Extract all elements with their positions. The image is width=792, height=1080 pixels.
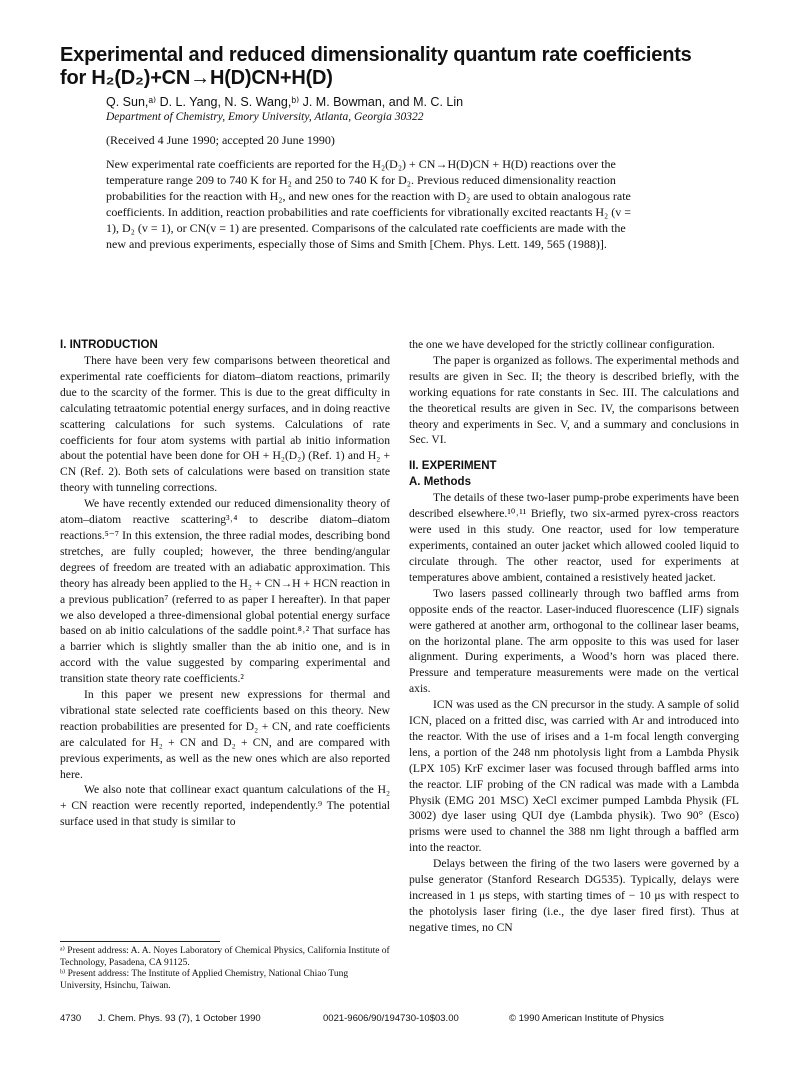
body-paragraph: We have recently extended our reduced dimensionality theory of atom–diatom reactive scattering³˒⁴ to describe diatom–diatom reactions.⁵⁻⁷ In this extension, the three radial modes, describing bond stretches, are fully coupled; however, the three bending/angular degrees of freedom are treated with an adiabatic approximation. This theory has already been applied to the H₂ + CN→H + HCN reaction in a previous publication⁷ (referred to as paper I hereafter). In that paper we also developed a three-dimensional global potential energy surface based on ab initio calculations of the saddle point.⁸˒² That surface has a barrier which is slightly smaller than the ab initio one, and is in accord with the value suggested by comparing experimental and transition state theory rate coefficients.² [60, 497, 390, 686]
copyright-notice: © 1990 American Institute of Physics [509, 1013, 664, 1024]
received-dates: (Received 4 June 1990; accepted 20 June 1990) [106, 133, 335, 147]
page-footer [60, 1013, 740, 1027]
abstract: New experimental rate coefficients are reported for the H₂(D₂) + CN→H(D)CN + H(D) reactions over the temperature range 209 to 740 K for H₂ and 250 to 740 K for D₂. Previous reduced dimensionality reaction probabilities for the reaction with H₂, and new ones for the reaction with D₂ are used to obtain analogous rate coefficients. In addition, reaction probabilities and rate coefficients for vibrationally excited reactants H₂ (v = 1), D₂ (v = 1), or CN(v = 1) are presented. Comparisons of the calculated rate coefficients are made with the new and previous experiments, especially those of Sims and Smith [Chem. Phys. Lett. 149, 565 (1988)]. [106, 157, 631, 252]
section-heading-introduction: I. INTRODUCTION [60, 339, 158, 351]
article-code: 0021-9606/90/194730-10$03.00 [323, 1013, 459, 1024]
article-title [60, 44, 740, 90]
footnote-divider [60, 941, 220, 942]
body-paragraph: In this paper we present new expressions for thermal and vibrational state selected rate coefficients based on this theory. New reaction probabilities are presented for D₂ + CN, and rate coefficients are calculated for H₂ + CN and D₂ + CN, and are compared with previous experiments, as well as the new ones which are also reported here. [60, 688, 390, 781]
body-paragraph: the one we have developed for the strictly collinear configuration. [409, 338, 715, 351]
footnotes [60, 946, 390, 992]
article-title-line-2: for H₂(D₂)+CN→H(D)CN+H(D) [60, 67, 333, 89]
author-list: Q. Sun,ᵃ⁾ D. L. Yang, N. S. Wang,ᵇ⁾ J. M. Bowman, and M. C. Lin [106, 95, 464, 109]
left-column [60, 337, 390, 830]
body-paragraph: Two lasers passed collinearly through two baffled arms from opposite ends of the reactor. Laser-induced fluorescence (LIF) signals were gathered at another arm, orthogonal to the collinear laser beams, on the horizontal plane. The arm opposite to this was used for laser alignment. During experiments, a Wood’s horn was placed there. Pressure and temperature measurements were made on the vertical axis. [409, 586, 739, 696]
section-gap [409, 448, 739, 458]
body-paragraph: The paper is organized as follows. The experimental methods and results are given in Sec. II; the theory is described briefly, with the working equations for rate constants in Sec. III. The calculations and the theoretical results are given in Sec. IV, the comparisons between theory and experiments in Sec. V, and a summary and conclusions in Sec. VI. [409, 353, 739, 447]
body-paragraph: We also note that collinear exact quantum calculations of the H₂ + CN reaction were recently reported, independently.⁹ The potential surface used in that study is similar to [60, 783, 390, 829]
subsection-heading-methods: A. Methods [409, 476, 471, 489]
author-affiliation: Department of Chemistry, Emory University, Atlanta, Georgia 30322 [106, 111, 424, 123]
body-paragraph: The details of these two-laser pump-probe experiments have been described elsewhere.¹⁰˒¹¹ Briefly, two six-armed pyrex-cross reactors were used in this study. One reactor, used for low temperature experiments, contained an outer jacket which allowed cooled liquid to circulate through. The other reactor, used for experiments at temperatures above ambient, contained a resistively heated jacket. [409, 491, 739, 584]
footnote-a: ᵃ⁾ Present address: A. A. Noyes Laboratory of Chemical Physics, California Institute of Technology, Pasadena, CA 91125. [60, 946, 390, 968]
section-heading-experiment: II. EXPERIMENT [409, 460, 497, 473]
journal-citation: J. Chem. Phys. 93 (7), 1 October 1990 [98, 1013, 261, 1024]
footnote-b: ᵇ⁾ Present address: The Institute of Applied Chemistry, National Chiao Tung University, Hsinchu, Taiwan. [60, 969, 349, 991]
right-column [409, 337, 739, 936]
body-paragraph: Delays between the firing of the two lasers were governed by a pulse generator (Stanford Research DG535). Typically, delays were increased in 1 μs steps, with starting times of − 10 μs with respect to the photolysis laser firing (i.e., the dye laser fired first). Thus at negative times, no CN [409, 857, 739, 934]
body-paragraph: ICN was used as the CN precursor in the study. A sample of solid ICN, placed on a fritted disc, was carried with Ar and introduced into the reactor. With the use of irises and a 1-m focal length converging lens, a portion of the 248 nm photolysis light from a Lambda Physik (LPX 105) KrF excimer laser was focused through baffled arms into the reactor. LIF probing of the CN radical was made with a Lambda Physik (EMG 201 MSC) XeCl excimer pumped Lambda Physik (FL 3002) dye laser using QUI dye (Lambda physik). Two 90° (Esco) prisms were used to channel the 388 nm light through a baffled arm into the reactor. [409, 698, 739, 855]
article-title-line-1: Experimental and reduced dimensionality quantum rate coefficients [60, 44, 692, 66]
page-number: 4730 [60, 1013, 82, 1024]
body-paragraph: There have been very few comparisons between theoretical and experimental rate coefficients for diatom–diatom reactions, primarily due to the scarcity of the former. This is due to the great difficulty in calculating tetraatomic potential energy surfaces, and in doing reactive scattering calculations for such systems. Calculations of rate coefficients for four atom systems with partial ab initio information about the potential have been done for OH + H₂(D₂) (Ref. 1) and H₂ + CN (Ref. 2). Both sets of calculations were based on transition state theory with tunneling corrections. [60, 354, 390, 495]
